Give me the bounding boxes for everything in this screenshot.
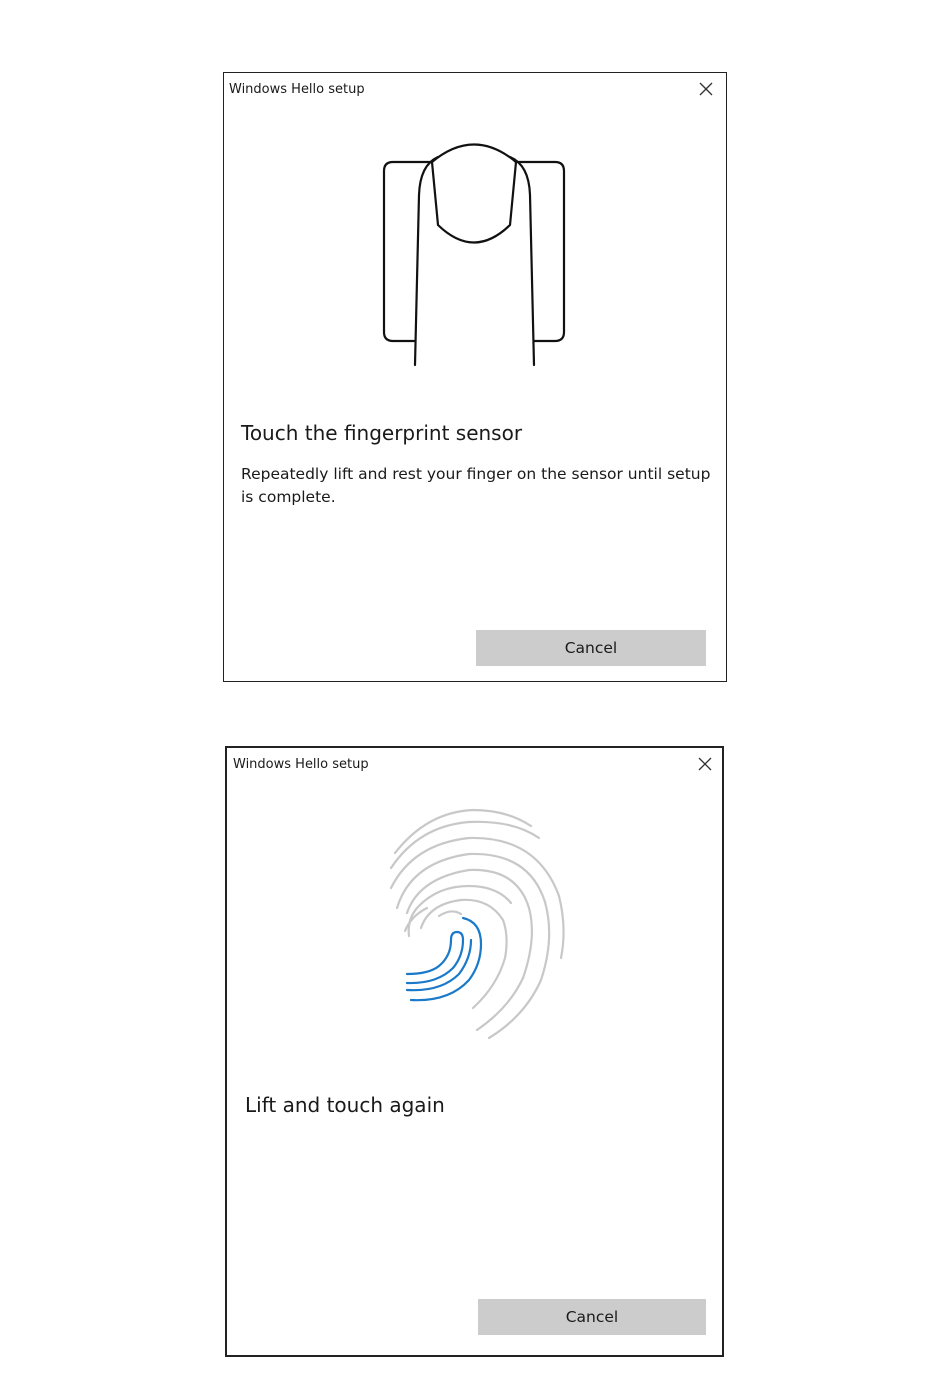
instruction-description: Repeatedly lift and rest your finger on the sensor until setup is complete. <box>241 465 711 506</box>
windows-hello-dialog-1 <box>223 72 727 682</box>
cancel-button[interactable]: Cancel <box>476 630 706 666</box>
dialog-title: Windows Hello setup <box>233 757 369 772</box>
close-icon[interactable] <box>698 81 714 97</box>
fingerprint-progress-icon <box>377 808 577 1048</box>
instruction-heading: Lift and touch again <box>245 1093 445 1117</box>
finger-on-sensor-icon <box>374 135 574 370</box>
cancel-button[interactable]: Cancel <box>478 1299 706 1335</box>
instruction-heading: Touch the fingerprint sensor <box>241 421 523 445</box>
windows-hello-dialog-2 <box>225 746 724 1357</box>
dialog-title: Windows Hello setup <box>229 82 365 97</box>
close-icon[interactable] <box>697 756 713 772</box>
